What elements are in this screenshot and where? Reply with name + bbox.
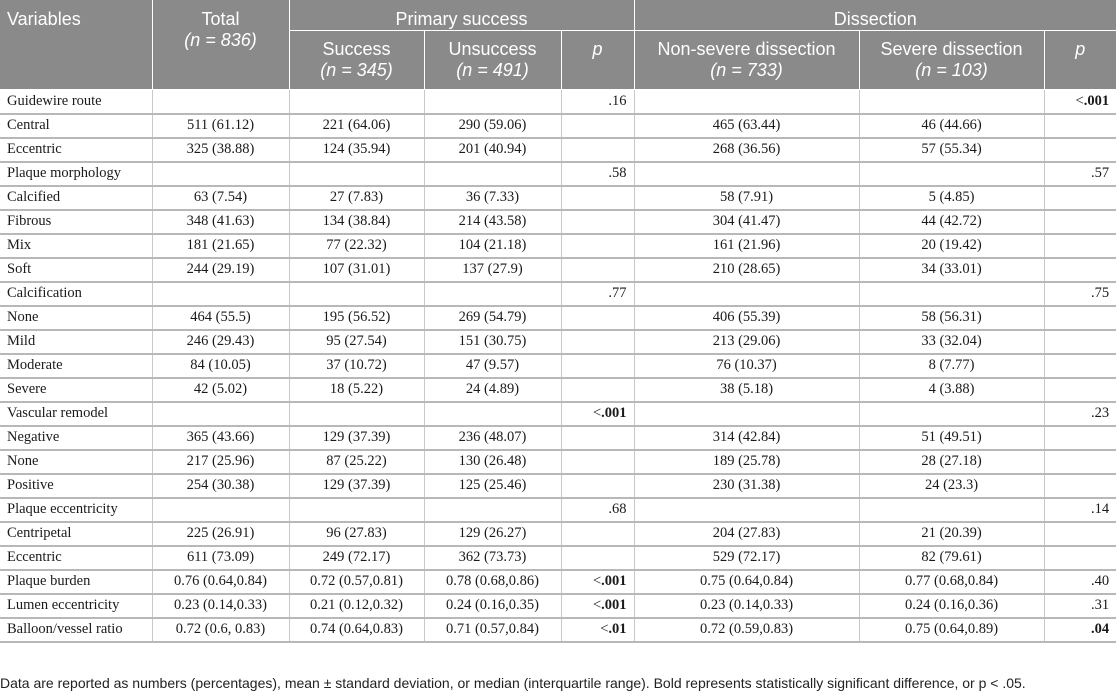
cell-total: 0.76 (0.64,0.84) [152,570,289,594]
header-p2: p [1044,31,1116,90]
cell-total: 611 (73.09) [152,546,289,570]
cell-unsuccess [424,162,561,186]
table-row [0,258,1116,282]
cell-success: 27 (7.83) [289,186,424,210]
table-row [0,450,1116,474]
cell-unsuccess: 0.71 (0.57,0.84) [424,618,561,642]
cell-non-severe: 210 (28.65) [634,258,859,282]
cell-p2: .75 [1044,282,1116,306]
table-row [0,282,1116,306]
cell-p1: <.001 [561,570,634,594]
cell-success: 87 (25.22) [289,450,424,474]
table-row [0,210,1116,234]
table-row [0,426,1116,450]
cell-severe [859,498,1044,522]
cell-success: 124 (35.94) [289,138,424,162]
cell-p1 [561,234,634,258]
cell-total: 42 (5.02) [152,378,289,402]
cell-unsuccess: 236 (48.07) [424,426,561,450]
cell-p2: .40 [1044,570,1116,594]
cell-severe: 34 (33.01) [859,258,1044,282]
cell-variable: Negative [0,426,152,450]
cell-success: 0.72 (0.57,0.81) [289,570,424,594]
cell-total: 217 (25.96) [152,450,289,474]
cell-p1 [561,546,634,570]
cell-success: 129 (37.39) [289,426,424,450]
header-severe-n: (n = 103) [915,60,988,80]
cell-p2 [1044,234,1116,258]
cell-p2 [1044,186,1116,210]
cell-non-severe: 189 (25.78) [634,450,859,474]
cell-severe: 51 (49.51) [859,426,1044,450]
cell-total [152,498,289,522]
header-variables: Variables [0,0,152,90]
cell-variable: Balloon/vessel ratio [0,618,152,642]
cell-unsuccess: 290 (59.06) [424,114,561,138]
table-row [0,570,1116,594]
cell-severe: 8 (7.77) [859,354,1044,378]
cell-unsuccess: 0.24 (0.16,0.35) [424,594,561,618]
cell-p2 [1044,330,1116,354]
header-total [152,0,289,90]
cell-unsuccess: 0.78 (0.68,0.86) [424,570,561,594]
table-row [0,522,1116,546]
cell-non-severe: 406 (55.39) [634,306,859,330]
cell-success: 134 (38.84) [289,210,424,234]
cell-severe [859,90,1044,114]
cell-total: 181 (21.65) [152,234,289,258]
cell-unsuccess: 201 (40.94) [424,138,561,162]
header-unsuccess [424,31,561,90]
cell-p2 [1044,522,1116,546]
cell-variable: Calcified [0,186,152,210]
cell-variable: None [0,306,152,330]
table-body [0,90,1116,642]
table-row [0,378,1116,402]
header-severe-label: Severe dissection [880,39,1023,59]
cell-variable: Lumen eccentricity [0,594,152,618]
cell-non-severe: 529 (72.17) [634,546,859,570]
cell-success: 0.74 (0.64,0.83) [289,618,424,642]
table-row [0,114,1116,138]
table-row [0,498,1116,522]
header-total-label: Total [201,9,240,29]
cell-total [152,162,289,186]
cell-success [289,90,424,114]
cell-success [289,402,424,426]
cell-p1: <.001 [561,594,634,618]
cell-p1 [561,522,634,546]
cell-p1 [561,114,634,138]
cell-p1: <.001 [561,402,634,426]
cell-variable: Positive [0,474,152,498]
header-p1: p [561,31,634,90]
cell-severe: 21 (20.39) [859,522,1044,546]
cell-non-severe: 0.23 (0.14,0.33) [634,594,859,618]
cell-success: 221 (64.06) [289,114,424,138]
cell-unsuccess: 214 (43.58) [424,210,561,234]
cell-non-severe: 314 (42.84) [634,426,859,450]
cell-p1: <.01 [561,618,634,642]
cell-total: 244 (29.19) [152,258,289,282]
cell-p2: .23 [1044,402,1116,426]
cell-p1: .58 [561,162,634,186]
cell-p1 [561,306,634,330]
cell-severe: 46 (44.66) [859,114,1044,138]
cell-severe: 58 (56.31) [859,306,1044,330]
cell-unsuccess [424,90,561,114]
footnote: Data are reported as numbers (percentages), mean ± standard deviation, or median (interquartile range). Bold represents statistically significant difference, or p < .05. [0,675,1026,691]
cell-p2 [1044,114,1116,138]
cell-non-severe: 0.72 (0.59,0.83) [634,618,859,642]
cell-severe: 24 (23.3) [859,474,1044,498]
cell-non-severe: 465 (63.44) [634,114,859,138]
cell-total: 365 (43.66) [152,426,289,450]
cell-p2: <.001 [1044,90,1116,114]
cell-total [152,282,289,306]
table-row [0,138,1116,162]
cell-unsuccess: 130 (26.48) [424,450,561,474]
cell-p1 [561,378,634,402]
header-dissection: Dissection [634,0,1116,31]
cell-p2 [1044,306,1116,330]
cell-variable: Plaque burden [0,570,152,594]
cell-p2: .57 [1044,162,1116,186]
header-total-n: (n = 836) [184,30,257,50]
cell-p2 [1044,258,1116,282]
cell-variable: Plaque eccentricity [0,498,152,522]
cell-unsuccess: 129 (26.27) [424,522,561,546]
header-unsuccess-n: (n = 491) [456,60,529,80]
cell-non-severe [634,282,859,306]
cell-p2 [1044,138,1116,162]
cell-unsuccess: 47 (9.57) [424,354,561,378]
cell-success: 249 (72.17) [289,546,424,570]
cell-total: 254 (30.38) [152,474,289,498]
cell-p1 [561,474,634,498]
cell-variable: Vascular remodel [0,402,152,426]
cell-variable: Central [0,114,152,138]
cell-success: 37 (10.72) [289,354,424,378]
cell-success: 107 (31.01) [289,258,424,282]
cell-unsuccess: 36 (7.33) [424,186,561,210]
cell-success [289,498,424,522]
header-success [289,31,424,90]
cell-severe: 82 (79.61) [859,546,1044,570]
cell-success: 95 (27.54) [289,330,424,354]
table-row [0,90,1116,114]
cell-p2 [1044,354,1116,378]
cell-total: 84 (10.05) [152,354,289,378]
cell-total [152,402,289,426]
cell-non-severe: 161 (21.96) [634,234,859,258]
cell-variable: Moderate [0,354,152,378]
cell-p1 [561,354,634,378]
table-row [0,594,1116,618]
cell-severe [859,162,1044,186]
cell-unsuccess: 362 (73.73) [424,546,561,570]
table-row [0,330,1116,354]
header-success-n: (n = 345) [320,60,393,80]
cell-variable: Mix [0,234,152,258]
cell-p2 [1044,474,1116,498]
cell-p1 [561,258,634,282]
cell-success: 96 (27.83) [289,522,424,546]
cell-success [289,162,424,186]
cell-variable: Severe [0,378,152,402]
table-row [0,618,1116,642]
cell-unsuccess [424,498,561,522]
cell-p2 [1044,426,1116,450]
header-unsuccess-label: Unsuccess [448,39,537,59]
header-success-label: Success [322,39,391,59]
cell-p1 [561,426,634,450]
table-header [0,0,1116,90]
header-non-severe-n: (n = 733) [710,60,783,80]
cell-unsuccess: 151 (30.75) [424,330,561,354]
cell-severe: 0.24 (0.16,0.36) [859,594,1044,618]
cell-total: 511 (61.12) [152,114,289,138]
cell-p2 [1044,210,1116,234]
cell-non-severe [634,162,859,186]
cell-severe: 5 (4.85) [859,186,1044,210]
cell-severe [859,402,1044,426]
table-row [0,474,1116,498]
table-row [0,306,1116,330]
cell-success: 129 (37.39) [289,474,424,498]
cell-total: 0.23 (0.14,0.33) [152,594,289,618]
cell-non-severe: 58 (7.91) [634,186,859,210]
cell-success [289,282,424,306]
cell-unsuccess: 137 (27.9) [424,258,561,282]
cell-non-severe: 76 (10.37) [634,354,859,378]
cell-unsuccess: 24 (4.89) [424,378,561,402]
cell-variable: Plaque morphology [0,162,152,186]
cell-non-severe [634,402,859,426]
cell-p1 [561,450,634,474]
table-row [0,354,1116,378]
cell-non-severe: 230 (31.38) [634,474,859,498]
cell-non-severe [634,498,859,522]
cell-variable: Centripetal [0,522,152,546]
cell-total: 225 (26.91) [152,522,289,546]
table-row [0,546,1116,570]
cell-total: 348 (41.63) [152,210,289,234]
cell-severe: 20 (19.42) [859,234,1044,258]
cell-variable: Mild [0,330,152,354]
header-primary-success: Primary success [289,0,634,31]
cell-total: 325 (38.88) [152,138,289,162]
cell-unsuccess: 125 (25.46) [424,474,561,498]
cell-non-severe: 213 (29.06) [634,330,859,354]
cell-unsuccess [424,402,561,426]
cell-p2 [1044,378,1116,402]
cell-p1: .77 [561,282,634,306]
cell-severe: 0.75 (0.64,0.89) [859,618,1044,642]
cell-variable: None [0,450,152,474]
cell-severe: 33 (32.04) [859,330,1044,354]
table-row [0,186,1116,210]
cell-non-severe: 38 (5.18) [634,378,859,402]
cell-p2: .04 [1044,618,1116,642]
cell-severe: 0.77 (0.68,0.84) [859,570,1044,594]
cell-p2 [1044,450,1116,474]
header-severe [859,31,1044,90]
cell-severe: 28 (27.18) [859,450,1044,474]
cell-p1: .68 [561,498,634,522]
cell-total [152,90,289,114]
cell-p2 [1044,546,1116,570]
cell-success: 77 (22.32) [289,234,424,258]
cell-p1 [561,210,634,234]
cell-variable: Eccentric [0,138,152,162]
cell-p1 [561,186,634,210]
header-non-severe-label: Non-severe dissection [657,39,836,59]
table-row [0,162,1116,186]
cell-non-severe: 204 (27.83) [634,522,859,546]
cell-success: 195 (56.52) [289,306,424,330]
cell-variable: Fibrous [0,210,152,234]
cell-non-severe: 304 (41.47) [634,210,859,234]
cell-non-severe [634,90,859,114]
cell-severe [859,282,1044,306]
cell-variable: Calcification [0,282,152,306]
header-non-severe [634,31,859,90]
cell-total: 63 (7.54) [152,186,289,210]
cell-p2: .14 [1044,498,1116,522]
table-row [0,234,1116,258]
cell-total: 464 (55.5) [152,306,289,330]
cell-variable: Guidewire route [0,90,152,114]
cell-success: 0.21 (0.12,0.32) [289,594,424,618]
cell-p1: .16 [561,90,634,114]
cell-variable: Eccentric [0,546,152,570]
cell-severe: 4 (3.88) [859,378,1044,402]
cell-success: 18 (5.22) [289,378,424,402]
cell-p2: .31 [1044,594,1116,618]
cell-unsuccess: 104 (21.18) [424,234,561,258]
cell-total: 0.72 (0.6, 0.83) [152,618,289,642]
cell-unsuccess [424,282,561,306]
cell-severe: 57 (55.34) [859,138,1044,162]
cell-unsuccess: 269 (54.79) [424,306,561,330]
cell-total: 246 (29.43) [152,330,289,354]
cell-p1 [561,138,634,162]
cell-p1 [561,330,634,354]
table-row [0,402,1116,426]
cell-variable: Soft [0,258,152,282]
cell-non-severe: 268 (36.56) [634,138,859,162]
cell-non-severe: 0.75 (0.64,0.84) [634,570,859,594]
cell-severe: 44 (42.72) [859,210,1044,234]
